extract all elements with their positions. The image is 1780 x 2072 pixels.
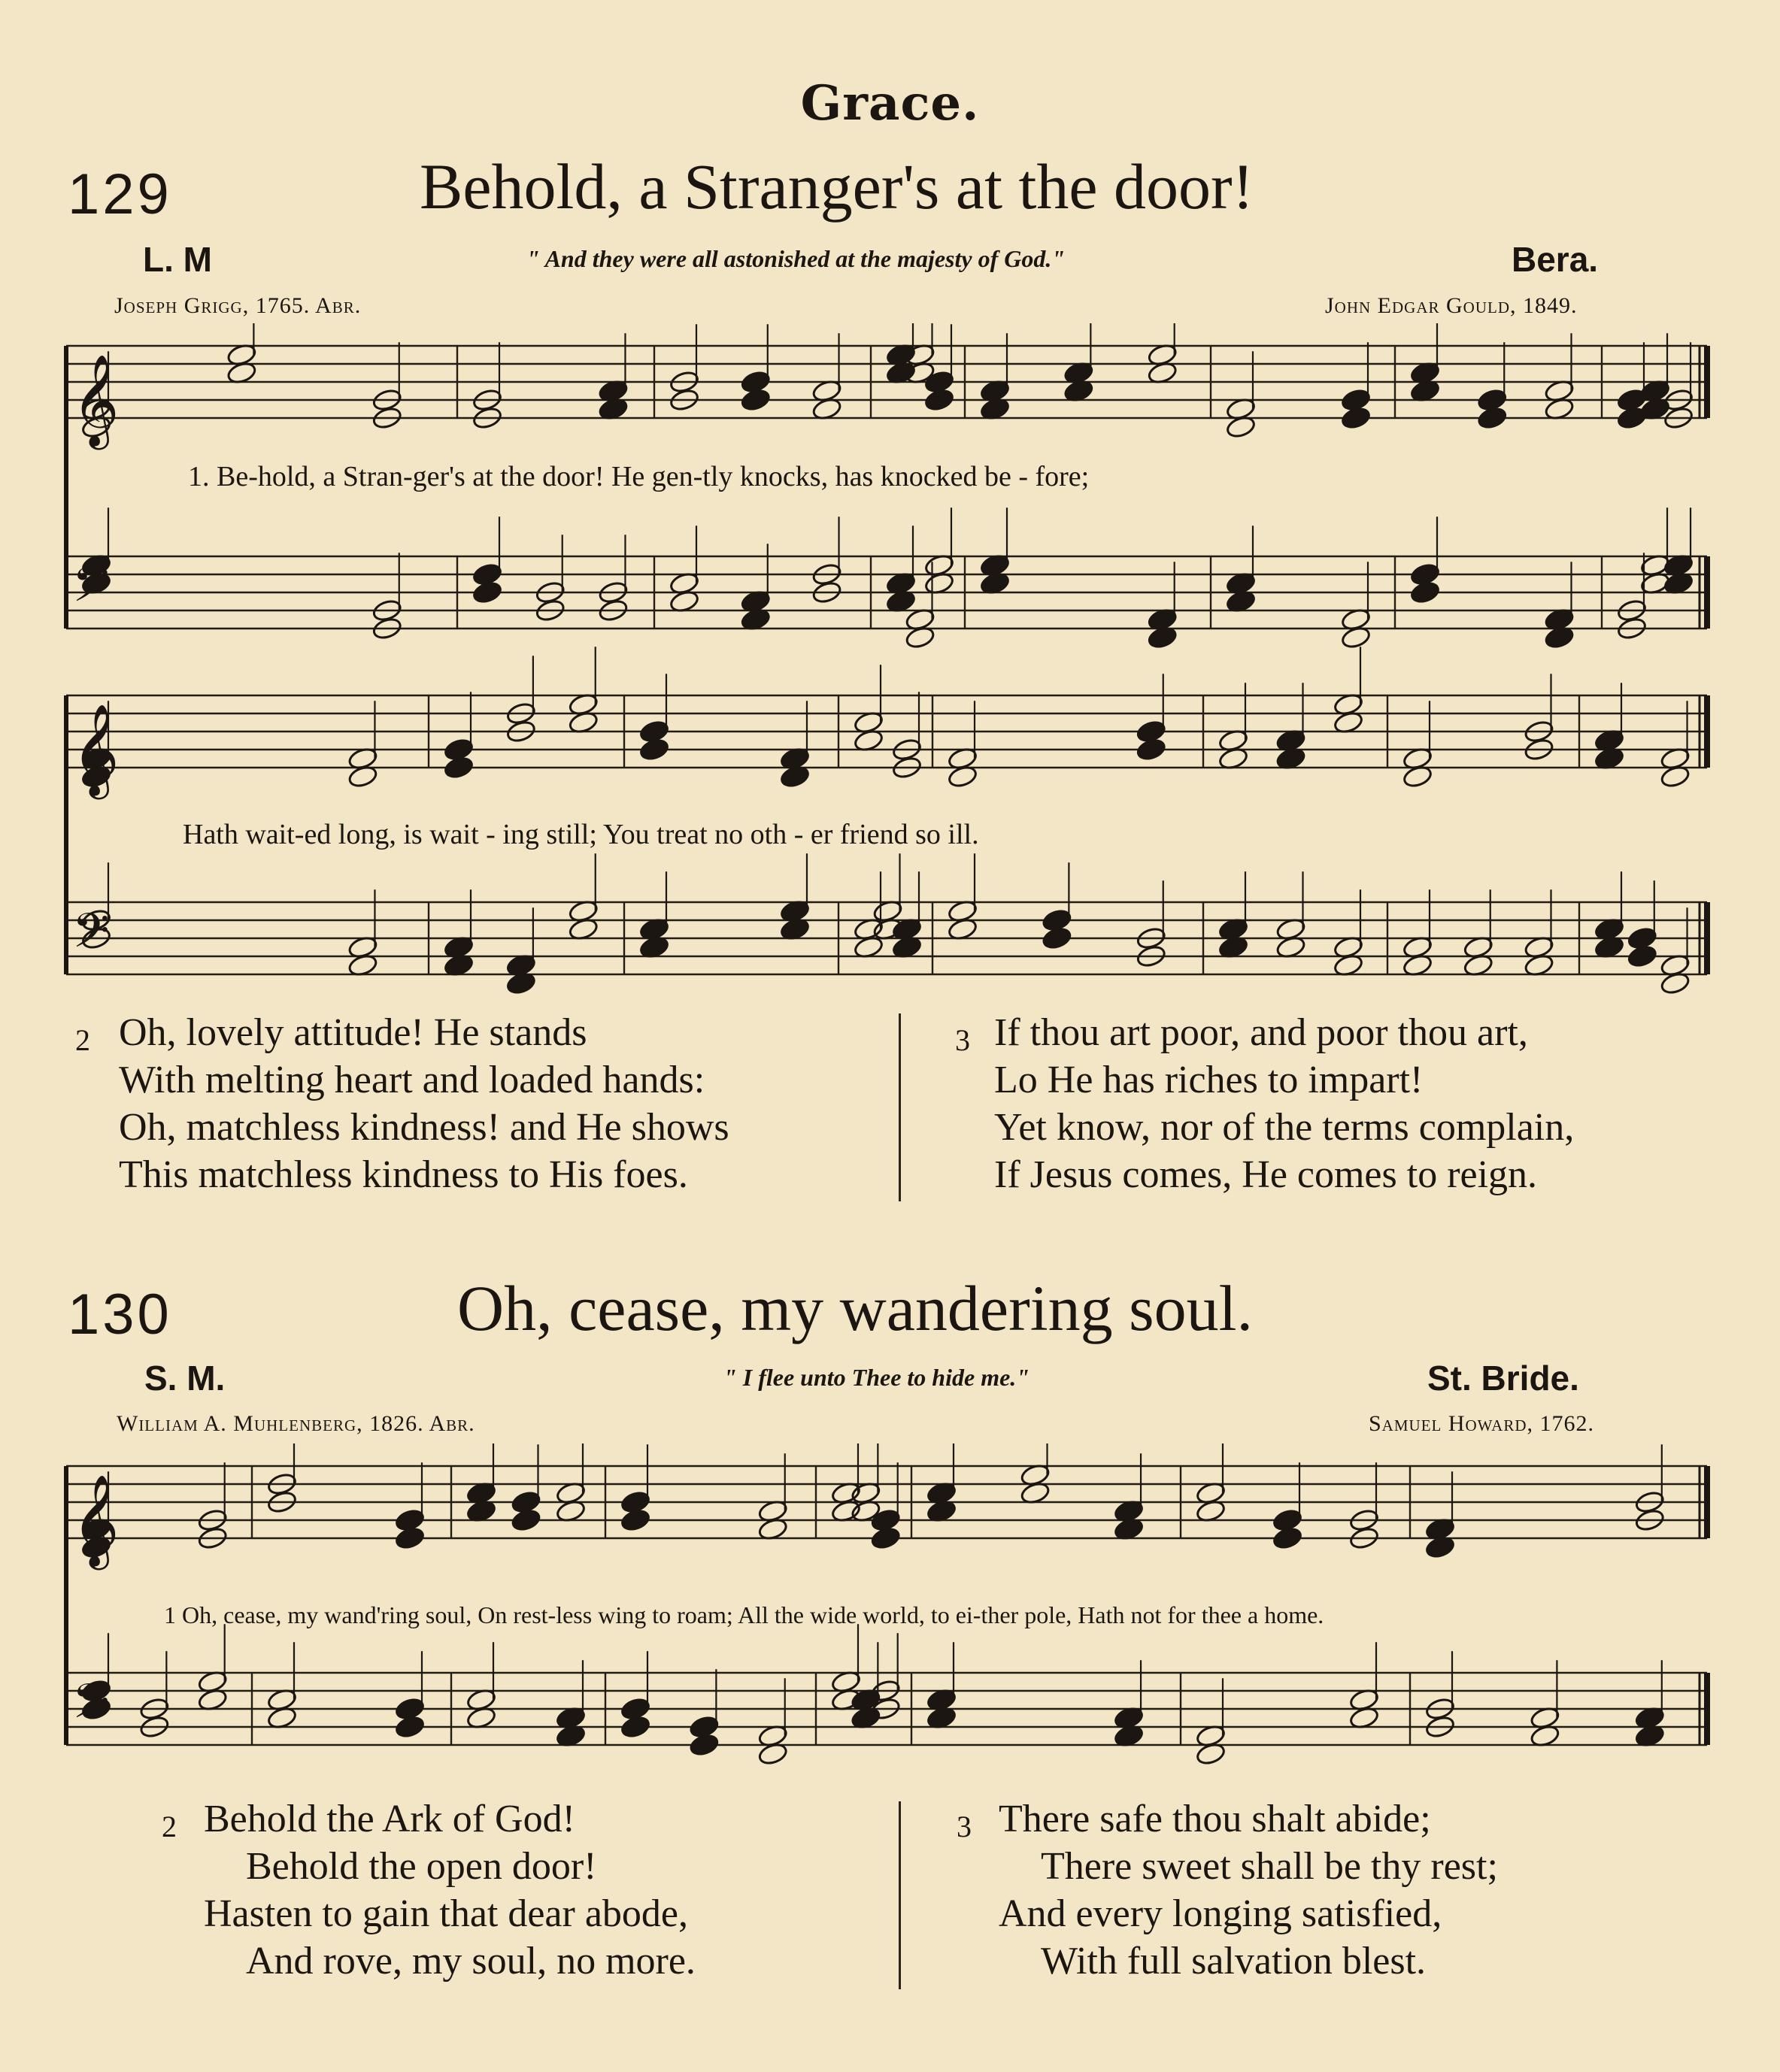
treble-clef-icon: 𝄞 xyxy=(72,1474,120,1566)
hymn-title: Oh, cease, my wandering soul. xyxy=(457,1272,1253,1344)
treble-clef-icon: 𝄞 xyxy=(72,703,120,795)
lyric-line: 1. Be-hold, a Stran-ger's at the door! He gen-tly knocks, has knocked be - fore; xyxy=(188,461,1090,492)
verse-line: Hasten to gain that dear abode, xyxy=(204,1892,688,1935)
verse-line: Yet know, nor of the terms complain, xyxy=(994,1106,1575,1149)
notehead xyxy=(443,756,474,780)
notehead xyxy=(620,1508,650,1533)
verse-line: Behold the open door! xyxy=(246,1845,597,1888)
composer-credit: John Edgar Gould, 1849. xyxy=(1325,293,1578,318)
verse-divider xyxy=(899,1801,901,1989)
notehead xyxy=(1136,738,1166,762)
hymn-meter: S. M. xyxy=(144,1359,226,1398)
hymn-meter: L. M xyxy=(143,240,212,279)
notehead xyxy=(638,738,669,762)
treble-clef-icon: 𝄞 xyxy=(72,353,120,446)
notehead xyxy=(394,1526,425,1551)
bass-clef-icon: 𝄢 xyxy=(72,1674,110,1741)
verse-number: 3 xyxy=(955,1023,970,1057)
verse-line: And every longing satisfied, xyxy=(999,1892,1442,1935)
verse-line: If thou art poor, and poor thou art, xyxy=(994,1011,1528,1054)
tune-name: Bera. xyxy=(1512,240,1599,279)
verse-line: Behold the Ark of God! xyxy=(204,1798,575,1840)
notehead xyxy=(1477,406,1508,431)
notehead xyxy=(1042,926,1072,951)
verse-line: Oh, lovely attitude! He stands xyxy=(119,1011,587,1054)
bass-clef-icon: 𝄢 xyxy=(72,904,110,971)
tune-name: St. Bride. xyxy=(1427,1359,1579,1398)
verse-line: This matchless kindness to His foes. xyxy=(119,1153,688,1196)
hymn-title: Behold, a Stranger's at the door! xyxy=(420,150,1254,223)
hymn-number: 130 xyxy=(68,1283,172,1346)
notehead xyxy=(923,388,954,413)
notehead xyxy=(1409,580,1440,605)
notehead xyxy=(1340,406,1371,431)
author-credit: Joseph Grigg, 1765. Abr. xyxy=(114,293,362,318)
verse-number: 3 xyxy=(957,1810,972,1843)
verse-divider xyxy=(899,1013,901,1201)
verse-line: And rove, my soul, no more. xyxy=(246,1940,696,1983)
hymn-number: 129 xyxy=(68,162,172,226)
notehead xyxy=(1627,944,1657,969)
notehead xyxy=(620,1715,650,1740)
verse-line: Lo He has riches to impart! xyxy=(994,1059,1424,1101)
verse-line: With full salvation blest. xyxy=(1041,1940,1427,1983)
notehead xyxy=(689,1733,720,1758)
hymn-epigraph: " And they were all astonished at the majesty of God." xyxy=(526,245,1066,272)
lyric-line: Hath wait-ed long, is wait - ing still; You treat no oth - er friend so ill. xyxy=(183,819,979,850)
verse-line: If Jesus comes, He comes to reign. xyxy=(994,1153,1538,1196)
notehead xyxy=(511,1508,541,1533)
lyric-line: 1 Oh, cease, my wand'ring soul, On rest-less wing to roam; All the wide world, to ei-ther pole, Hath not for thee a home. xyxy=(164,1601,1324,1628)
verse-line: There sweet shall be thy rest; xyxy=(1041,1845,1498,1888)
verse-line: With melting heart and loaded hands: xyxy=(119,1059,705,1101)
notehead xyxy=(870,1526,901,1551)
hymn-epigraph: " I flee unto Thee to hide me." xyxy=(723,1364,1030,1391)
notehead xyxy=(394,1715,425,1740)
bass-clef-icon: 𝄢 xyxy=(72,558,110,625)
notehead xyxy=(1272,1526,1302,1551)
verse-3 xyxy=(955,1009,1574,1198)
notehead xyxy=(740,388,771,413)
author-credit: William A. Muhlenberg, 1826. Abr. xyxy=(117,1411,475,1436)
verse-number: 2 xyxy=(75,1023,90,1057)
verse-3 xyxy=(957,1795,1498,1985)
verse-2 xyxy=(75,1009,729,1198)
verse-2 xyxy=(162,1795,696,1985)
section-heading: Grace. xyxy=(800,75,980,132)
verse-line: Oh, matchless kindness! and He shows xyxy=(119,1106,729,1149)
composer-credit: Samuel Howard, 1762. xyxy=(1369,1411,1595,1436)
verse-number: 2 xyxy=(162,1810,177,1843)
notehead xyxy=(472,580,502,605)
verse-line: There safe thou shalt abide; xyxy=(999,1798,1431,1840)
